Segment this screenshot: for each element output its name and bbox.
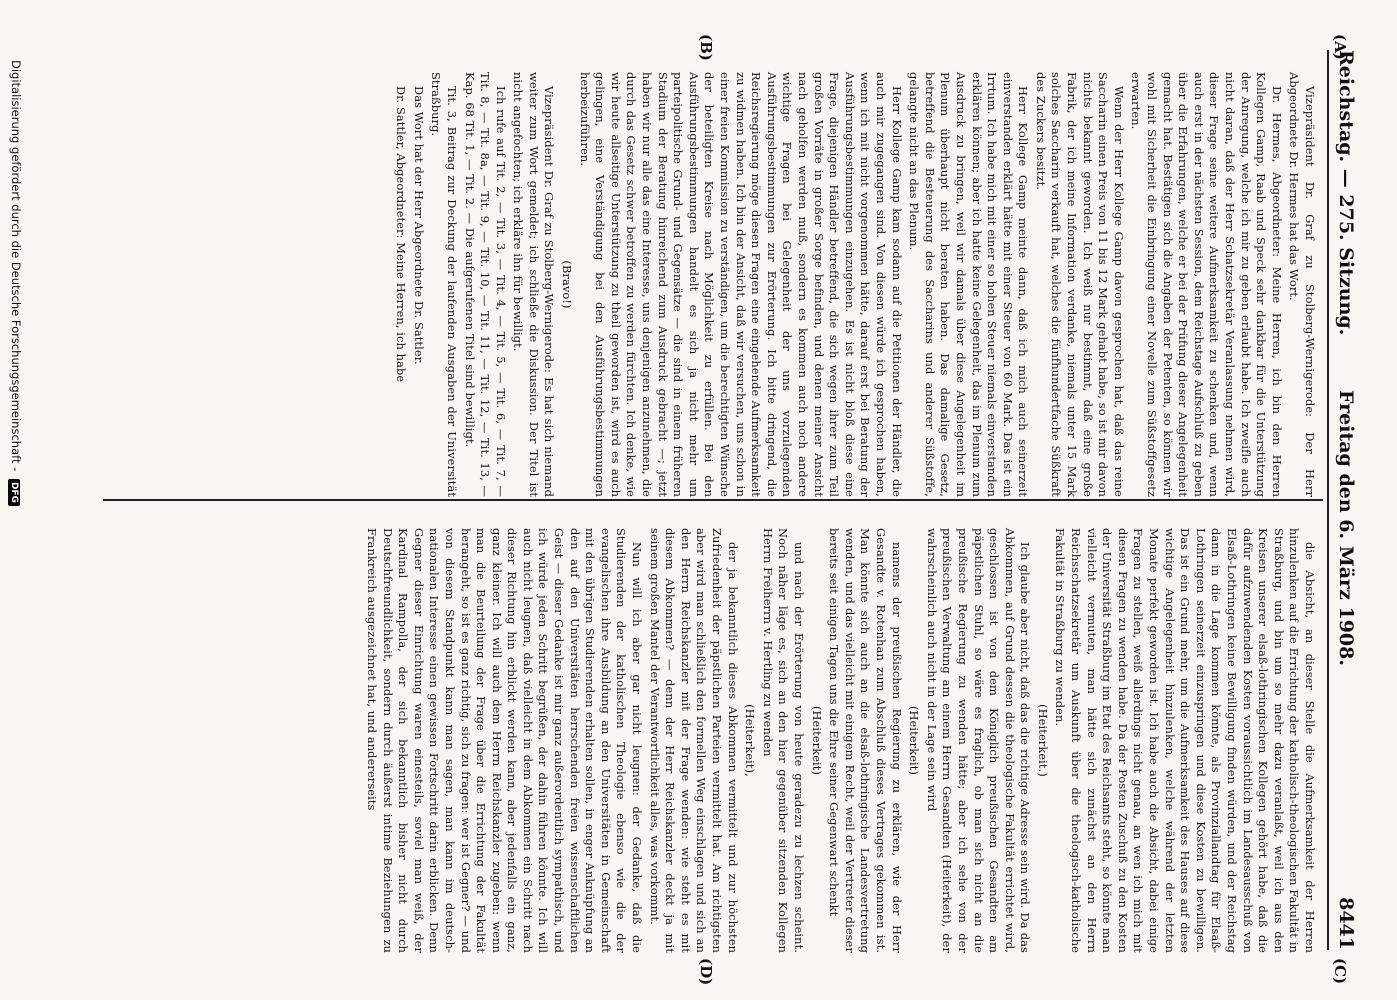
laughter-note: (Heiterkeit) bbox=[907, 705, 922, 776]
paragraph: der ja bekanntlich dieses Abkommen vermittelt und zur höchsten Zufriedenheit der päpstlichen Parteien vermittelt hat. Am richtigsten aber wird man schließlich den formellen Weg einschlagen und sich an den Herrn Reichskanzler mit der Frage wenden: wie steht es mit diesem Abkommen? — denn der Herr Reichskanzler deckt ja mit seinem großen Mantel der Verantwortlichkeit alles, was vorkommt. bbox=[647, 528, 740, 953]
laughter-note: (Heiterkeit), bbox=[743, 704, 758, 777]
paragraph: Vizepräsident Dr. Graf zu Stolberg-Wernigerode: Es hat sich niemand weiter zum Wort gemeldet; ich schließe die Diskussion. Der Titel ist nicht angefochten; ich erkläre ihn für bewilligt. bbox=[511, 72, 557, 497]
paragraph: und nach der Erörterung von heute geradezu zu lechzen scheint. Noch näher läge es, sich an den hier gegenüber sitzenden Kollegen Herrn Freiherrn v. Hertling zu wenden bbox=[760, 528, 806, 953]
paragraph: Tit. 3, Beitrag zur Deckung der laufenden Ausgaben der Universität Straßburg. bbox=[429, 72, 459, 497]
paragraph: Dr. Sattler, Abgeordneter: Meine Herren, ich habe bbox=[394, 86, 409, 383]
paragraph: die Absicht, an dieser Stelle die Aufmerksamkeit der Herren hinzulenken auf die Errichtung der katholisch-theologischen Fakultät in Straßburg, und bin um so mehr dazu veranlaßt, weil ich aus den Kreisen unserer elsaß-lothringischen Kollegen gehört habe, daß die dafür aufzuwendenden Kosten voraussichtlich im Landesausschuß von Elsaß-Lothringen keine Bewilligung finden würden, und der Reichstag dann in die Lage kommen könnte, als Provinziallandtag für Elsaß-Lothringen seinerzeit einzuspringen und diese Kosten zu bewilligen. Das ist ein Grund mehr, um die Aufmerksamkeit des Hauses auf diese wichtige Angelegenheit hinzulenken, welche während der letzten Monate perfekt geworden ist. Ich habe auch die Absicht, dabei einige Fragen zu stellen, weiß allerdings nicht genau, an wen ich mich mit diesen Fragen zu wenden habe. Da der Posten Zuschuß zu den Kosten der Universität Straßburg im Etat des Reichsamts steht, so könnte man vielleicht vermuten, man hätte sich zunächst an den Herrn Reichsschatzsekretär um Auskunft über die theologisch-katholische Fakultät in Straßburg zu wenden. bbox=[1053, 528, 1317, 953]
margin-marker-d: (D) bbox=[697, 958, 715, 986]
credit-text: Digitalisierung gefördert durch die Deutsche Forschungsgemeinschaft - bbox=[9, 60, 23, 472]
margin-marker-a: (A) bbox=[1331, 34, 1349, 60]
paragraph: Herr Kollege Gamp kam sodann auf die Petitionen der Händler, die auch mir zugegangen sind. Von diesen würde ich gesprochen haben, wenn ich mit nicht vorgenommen hätte, darauf erst bei Beratung der Ausführungsbestimmungen einzugehen. Es ist nicht bloß diese eine Frage, diejenigen Händler betreffend, die sich wegen ihrer zum Teil großen Vorräte in großer Sorge befinden, und denen meiner Ansicht nach geholfen werden muß, sondern es kommen auch noch andere wichtige Fragen bei Gelegenheit der uns vorzulegenden Ausführungsbestimmungen zur Erörterung. Ich bitte dringend, die Reichsregierung möge diesen Fragen eine eingehende Aufmerksamkeit zu widmen haben. Ich bin der Ansicht, daß wir versuchen, uns schon in einer freien Kommission zu verständigen, um die berechtigten Wünsche der beteiligten Kreise nach Möglichkeit zu erfüllen. Bei den Ausführungsbestimmungen handelt es sich ja nicht mehr um parteipolitische Grund- und Gegensätze — die sind in einem früheren Stadium der Beratung hinreichend zum Ausdruck gebracht —; jetzt haben wir nur alle das eine Interesse, uns denjenigen anzunehmen, die durch das Gesetz schwer betroffen zu werden fürchten. Ich denke, wie wir heute allseitige Unterstützung zu theil geworden ist, wird es auch gelingen, eine Verständigung bei den Ausführungsbestimmungen herbeizuführen. bbox=[577, 72, 904, 497]
paragraph: Das Wort hat der Herr Abgeordnete Dr. Sattler. bbox=[411, 86, 426, 365]
column-divider bbox=[103, 499, 1323, 501]
dfg-logo: DFG bbox=[8, 479, 20, 506]
header-date: Freitag den 6. März 1908. bbox=[1335, 390, 1357, 666]
paragraph: Dr. Hermes, Abgeordneter: Meine Herren, ich bin den Herren Kollegen Gamp, Raab und Speck sehr dankbar für die Unterstützung der Anregung, welche ich mir zu geben erlaubt habe. Ich zweifle auch nicht daran, daß der Herr Schatzsekretär Veranlassung nehmen wird, dieser Frage seine weitere Aufmerksamkeit zu schenken und, wenn auch erst in der nächsten Session, dem Reichstage Aufschluß zu geben über die Erfahrungen, welche er bei der Prüfung dieser Angelegenheit gemacht hat. Bestätigen sich die Angaben der Petenten, so können wir wohl mit Sicherheit die Einbringung einer Novelle zum Süßstoffgesetz erwarten. bbox=[1129, 72, 1284, 497]
paragraph: Herr Kollege Gamp meinte dann, daß ich mich auch seinerzeit einverstanden erklärt hätte mit einer Steuer von 60 Mark. Das ist ein Irrtum. Ich habe mich mit einer so hohen Steuer niemals einverstanden erklären können; aber ich hatte keine Gelegenheit, das im Plenum zum Ausdruck zu bringen, weil wir damals über diese Angelegenheit im Plenum überhaupt nicht beraten haben. Das damalige Gesetz, betreffend die Besteuerung des Saccharins und anderer Süßstoffe, gelangte nicht an das Plenum. bbox=[907, 72, 1031, 497]
right-column bbox=[361, 528, 1317, 953]
laughter-note: (Heiterkeit) bbox=[809, 705, 824, 776]
margin-marker-b: (B) bbox=[697, 34, 715, 61]
laughter-note: (Heiterkeit.) bbox=[1035, 704, 1050, 777]
paragraph: Vizepräsident Dr. Graf zu Stolberg-Wernigerode: Der Herr Abgeordnete Dr. Hermes hat das Wort. bbox=[1287, 72, 1317, 497]
header-left: Reichstag. — 275. Sitzung. bbox=[1335, 50, 1357, 336]
left-column bbox=[391, 72, 1317, 497]
paragraph: namens der preußischen Regierung zu erklären, wie der Herr Gesandte v. Rotenhan zum Abschluß dieses Vertrages gekommen ist. Man könnte sich auch an die elsaß-lothringische Landesvertretung wenden, und das vielleicht mit einigem Recht, weil der Vertreter dieser bereits seit einigen Tagen uns die Ehre seiner Gegenwart schenkt bbox=[827, 528, 904, 953]
paragraph: Nun will ich aber gar nicht leugnen: der Gedanke, daß die Studierenden der katholischen Theologie ebenso wie die der evangelischen ihre Ausbildung an den Universitäten in Gemeinschaft mit den übrigen Studierenden erhalten sollen, in enger Anknüpfung an den auf den Universitäten herrschenden freien wissenschaftlichen Geist — dieser Gedanke ist mir ganz außerordentlich sympathisch, und ich würde jeden Schritt begrüßen, der dahin führen könnte. Ich will auch nicht leugnen, daß vielleicht in dem Abkommen ein Schritt nach dieser Richtung hin erblickt werden kann, aber jedenfalls ein ganz, ganz kleiner. Ich will auch dem Herrn Reichskanzler zugeben: wenn man die Beurteilung der Frage über die Errichtung der Fakultät herangeht, so ist es ganz richtig, sich zu fragen: wer ist Gegner? — und von diesem Standpunkt kann man sagen, man kann im deutsch-nationalen Interesse einen gewissen Fortschritt darin erblicken. Denn Gegner dieser Einrichtung waren einesteils, soviel man weiß, der Kardinal Rampolla, der sich bekanntlich bisher nicht durch Deutschfreundlichkeit, sondern durch äußerst intime Beziehungen zu Frankreich ausgezeichnet hat, und andererseits bbox=[364, 528, 645, 953]
page-number: 8441 bbox=[1335, 897, 1357, 950]
paragraph: Ich glaube aber nicht, daß das die richtige Adresse sein wird. Da das Abkommen, auf Grund dessen die theologische Fakultät errichtet wird, geschlossen ist von dem Königlich preußischen Gesandten am päpstlichen Stuhl, so wäre es fraglich, ob man sich nicht an die preußische Regierung zu wenden hätte; aber ich sehe von der preußischen Verwaltung am einem Herrn Gesandten (Heiterkeit), der wahrscheinlich auch nicht in der Lage sein wird bbox=[924, 528, 1033, 953]
margin-marker-c: (C) bbox=[1331, 958, 1349, 985]
digitization-credit bbox=[8, 60, 23, 506]
page-header bbox=[1327, 50, 1359, 950]
applause-note: (Bravo!) bbox=[560, 260, 575, 309]
paragraph: Wenn der Herr Kollege Gamp davon gesprochen hat, daß das reine Saccharin einen Preis von 11 bis 12 Mark gehabt habe, so ist mir davon nichts bekannt geworden. Ich weiß nur bestimmt, daß eine große Fabrik, der ich meine Information verdanke, niemals unter 15 Mark solches Saccharin verkauft hat, welches die fünfhundertfache Süßkraft des Zuckers besitzt. bbox=[1033, 72, 1126, 497]
paragraph: Ich rufe auf Tit. 2, — Tit. 3, — Tit. 4, — Tit. 5, — Tit. 6, — Tit. 7, — Tit. 8, — Tit. 8a, — Tit. 9, — Tit. 10, — Tit. 11, — Tit. 12, — Tit. 13, — Kap. 68 Tit. 1, — Tit. 2. — Die aufgerufenen Titel sind bewilligt. bbox=[462, 72, 508, 497]
